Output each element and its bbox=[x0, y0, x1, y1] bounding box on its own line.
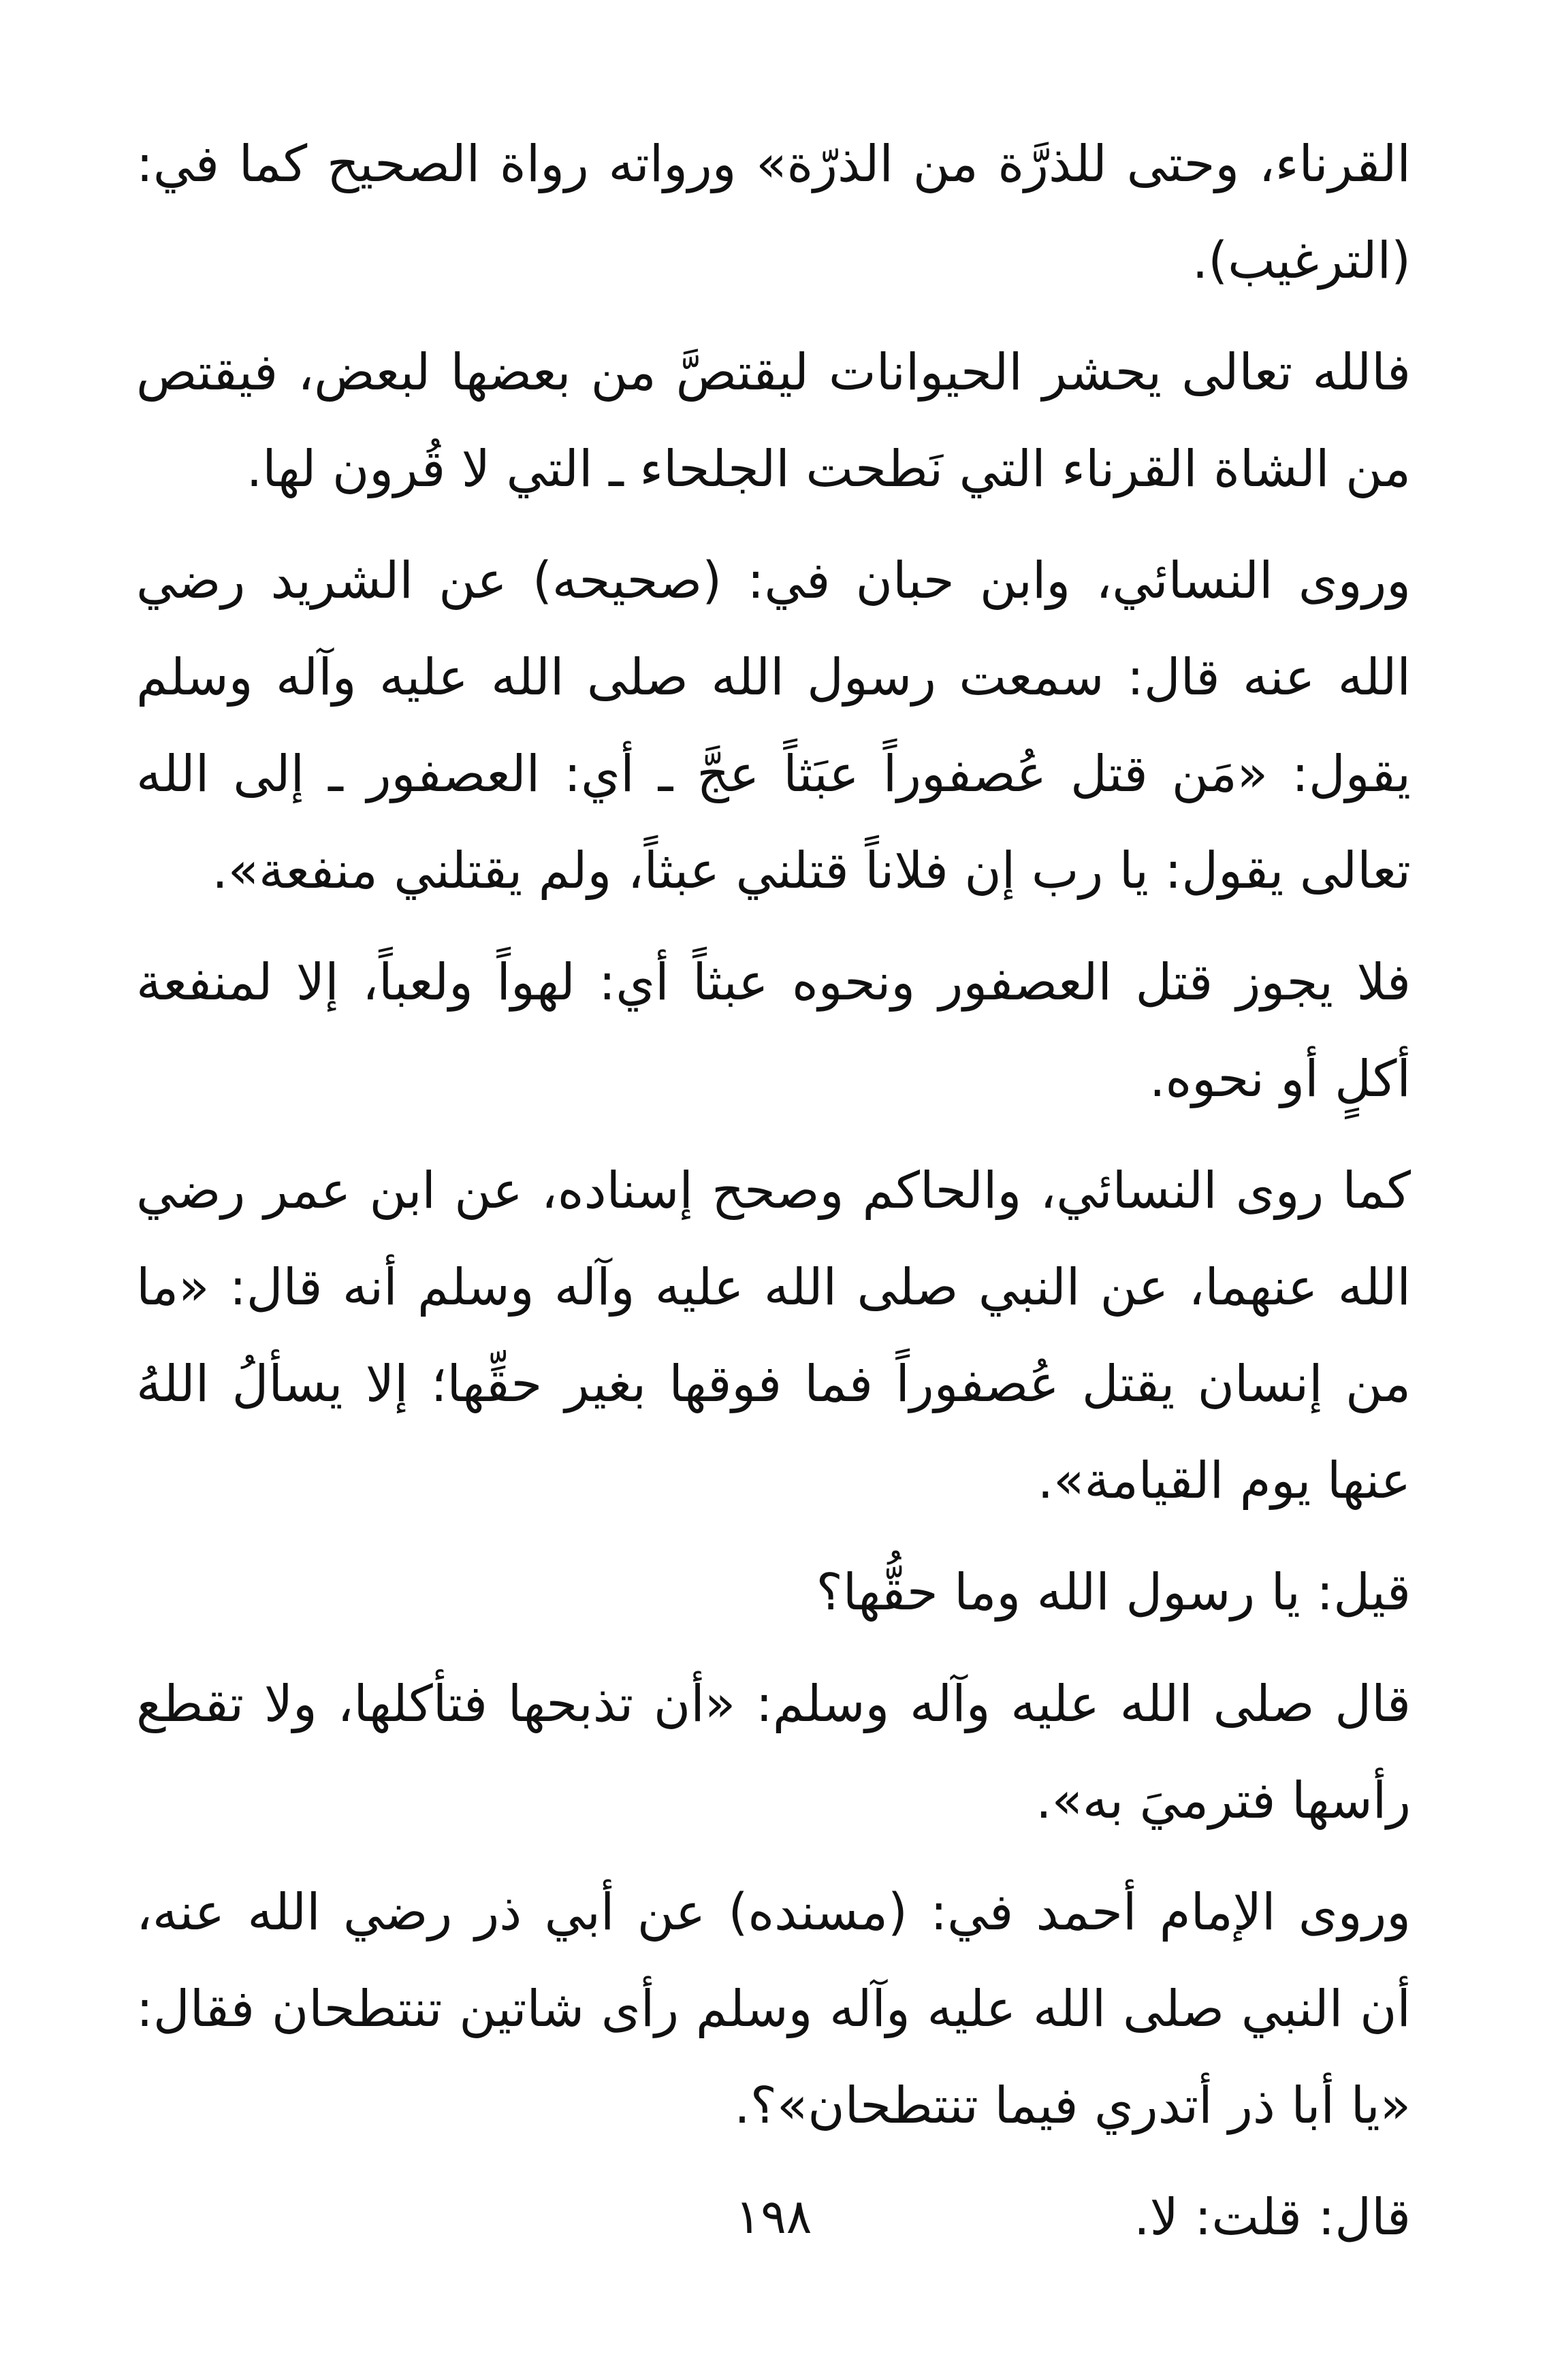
paragraph-4: فلا يجوز قتل العصفور ونحوه عبثاً أي: لهواً ولعباً، إلا لمنفعة أكلٍ أو نحوه. bbox=[136, 953, 1411, 1108]
paragraph-6: قيل: يا رسول الله وما حقُّها؟ bbox=[816, 1563, 1411, 1622]
page-body bbox=[136, 116, 1411, 2281]
paragraph-1: القرناء، وحتى للذرَّة من الذرّة» ورواته رواة الصحيح كما في: (الترغيب). bbox=[136, 135, 1411, 290]
paragraph-5: كما روى النسائي، والحاكم وصحح إسناده، عن ابن عمر رضي الله عنهما، عن النبي صلى الله عليه وآله وسلم أنه قال: «ما من إنسان يقتل عُصفوراً فما فوقها بغير حقِّها؛ إلا يسألُ اللهُ عنها يوم القيامة». bbox=[136, 1161, 1411, 1510]
paragraph-3: وروى النسائي، وابن حبان في: (صحيحه) عن الشريد رضي الله عنه قال: سمعت رسول الله صلى الله عليه وآله وسلم يقول: «مَن قتل عُصفوراً عبَثاً عجَّ ـ أي: العصفور ـ إلى الله تعالى يقول: يا رب إن فلاناً قتلني عبثاً، ولم يقتلني منفعة». bbox=[136, 551, 1411, 900]
paragraph-9: قال: قلت: لا. bbox=[1134, 2188, 1411, 2247]
paragraph-8: وروى الإمام أحمد في: (مسنده) عن أبي ذر رضي الله عنه، أن النبي صلى الله عليه وآله وسلم رأى شاتين تنتطحان فقال: «يا أبا ذر أتدري فيما تنتطحان»؟. bbox=[136, 1883, 1411, 2135]
page-number: ١٩٨ bbox=[735, 2189, 812, 2245]
paragraph-2: فالله تعالى يحشر الحيوانات ليقتصَّ من بعضها لبعض، فيقتص من الشاة القرناء التي نَطحت الجلحاء ـ التي لا قُرون لها. bbox=[136, 343, 1411, 498]
paragraph-7: قال صلى الله عليه وآله وسلم: «أن تذبحها فتأكلها، ولا تقطع رأسها فترميَ به». bbox=[136, 1675, 1411, 1830]
